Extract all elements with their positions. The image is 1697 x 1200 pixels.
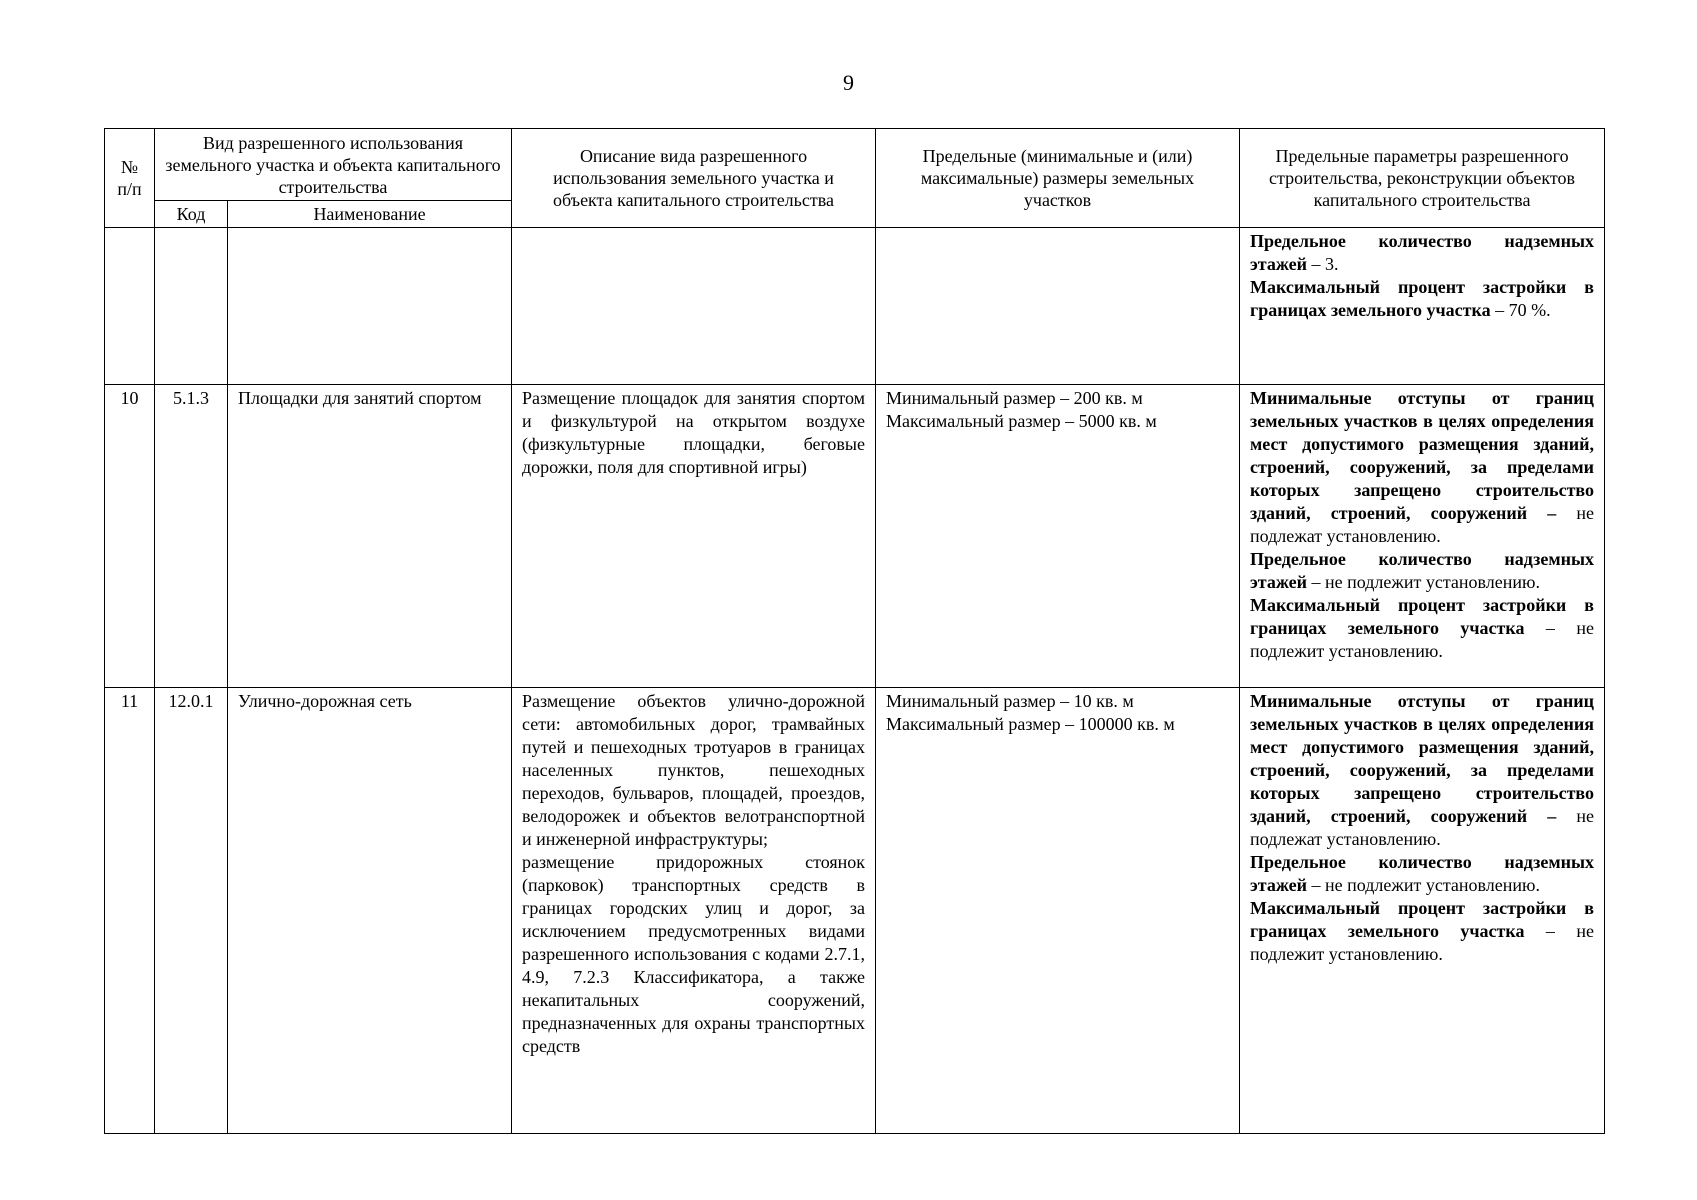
setback-value: не подлежат установлению.: [1250, 806, 1595, 849]
coverage-label: Максимальный процент застройки в границах земельного участка: [1250, 595, 1595, 638]
row-number: 11: [105, 688, 155, 1134]
cell-description: [512, 228, 876, 385]
header-vid: Вид разрешенного использования земельного участка и объекта капитального строительства: [155, 129, 512, 201]
row-code: 12.0.1: [155, 688, 228, 1134]
header-description: Описание вида разрешенного использования земельного участка и объекта капитального строительства: [512, 129, 876, 228]
description-part-2: размещение придорожных стоянок (парковок) транспортных средств в границах городских улиц и дорог, за исключением предусмотренных видами разрешенного использования с кодами 2.7.1, 4.9, 7.2.3 Классификатора, а также некапитальных сооружений, предназначенных для охраны транспортных средств: [522, 852, 866, 1056]
row-code: 5.1.3: [155, 385, 228, 688]
row-description: Размещение площадок для занятия спортом и физкультурой на открытом воздухе (физкультурные площадки, беговые дорожки, поля для спортивной игры): [512, 385, 876, 688]
row-number: 10: [105, 385, 155, 688]
size-max: Максимальный размер – 100000 кв. м: [886, 714, 1175, 734]
setback-label: Минимальные отступы от границ земельных участков в целях определения мест допустимого размещения зданий, строений, сооружений, за пределами которых запрещено строительство зданий, строений, сооружений –: [1250, 388, 1595, 523]
row-description: [512, 688, 876, 1134]
cell-name: [228, 228, 512, 385]
row-sizes: [876, 385, 1240, 688]
coverage-value: – не подлежит установлению.: [1250, 921, 1595, 964]
header-code: Код: [155, 201, 228, 228]
coverage-value: – не подлежит установлению.: [1250, 618, 1595, 661]
row-params: [1240, 385, 1605, 688]
header-sizes: Предельные (минимальные и (или) максимальные) размеры земельных участков: [876, 129, 1240, 228]
header-params: Предельные параметры разрешенного строительства, реконструкции объектов капитального строительства: [1240, 129, 1605, 228]
header-name: Наименование: [228, 201, 512, 228]
table-row: [105, 385, 1605, 688]
coverage-label: Максимальный процент застройки в границах земельного участка: [1250, 277, 1595, 320]
size-min: Минимальный размер – 10 кв. м: [886, 691, 1134, 711]
floors-label: Предельное количество надземных этажей: [1250, 852, 1595, 895]
row-name: Улично-дорожная сеть: [228, 688, 512, 1134]
cell-num: [105, 228, 155, 385]
size-min: Минимальный размер – 200 кв. м: [886, 388, 1143, 408]
floors-value: – не подлежит установлению.: [1307, 875, 1540, 895]
floors-value: – не подлежит установлению.: [1307, 572, 1540, 592]
row-sizes: [876, 688, 1240, 1134]
row-name: Площадки для занятий спортом: [228, 385, 512, 688]
row-params: [1240, 688, 1605, 1134]
coverage-label: Максимальный процент застройки в границах земельного участка: [1250, 898, 1595, 941]
setback-value: не подлежат установлению.: [1250, 503, 1595, 546]
floors-label: Предельное количество надземных этажей: [1250, 231, 1595, 274]
land-use-table: [104, 128, 1605, 1134]
header-num: № п/п: [105, 129, 155, 228]
floors-value: – 3.: [1307, 254, 1339, 274]
table-row: [105, 688, 1605, 1134]
cell-code: [155, 228, 228, 385]
description-part-1: Размещение объектов улично-дорожной сети: автомобильных дорог, трамвайных путей и пешеходных тротуаров в границах населенных пунктов, пешеходных переходов, бульваров, площадей, проездов, велодорожек и объектов велотранспортной и инженерной инфраструктуры;: [522, 691, 866, 849]
page-number: 9: [843, 70, 854, 95]
cell-params: [1240, 228, 1605, 385]
table-row: [105, 228, 1605, 385]
size-max: Максимальный размер – 5000 кв. м: [886, 411, 1157, 431]
setback-label: Минимальные отступы от границ земельных участков в целях определения мест допустимого размещения зданий, строений, сооружений, за пределами которых запрещено строительство зданий, строений, сооружений –: [1250, 691, 1595, 826]
coverage-value: – 70 %.: [1490, 300, 1551, 320]
cell-sizes: [876, 228, 1240, 385]
floors-label: Предельное количество надземных этажей: [1250, 549, 1595, 592]
